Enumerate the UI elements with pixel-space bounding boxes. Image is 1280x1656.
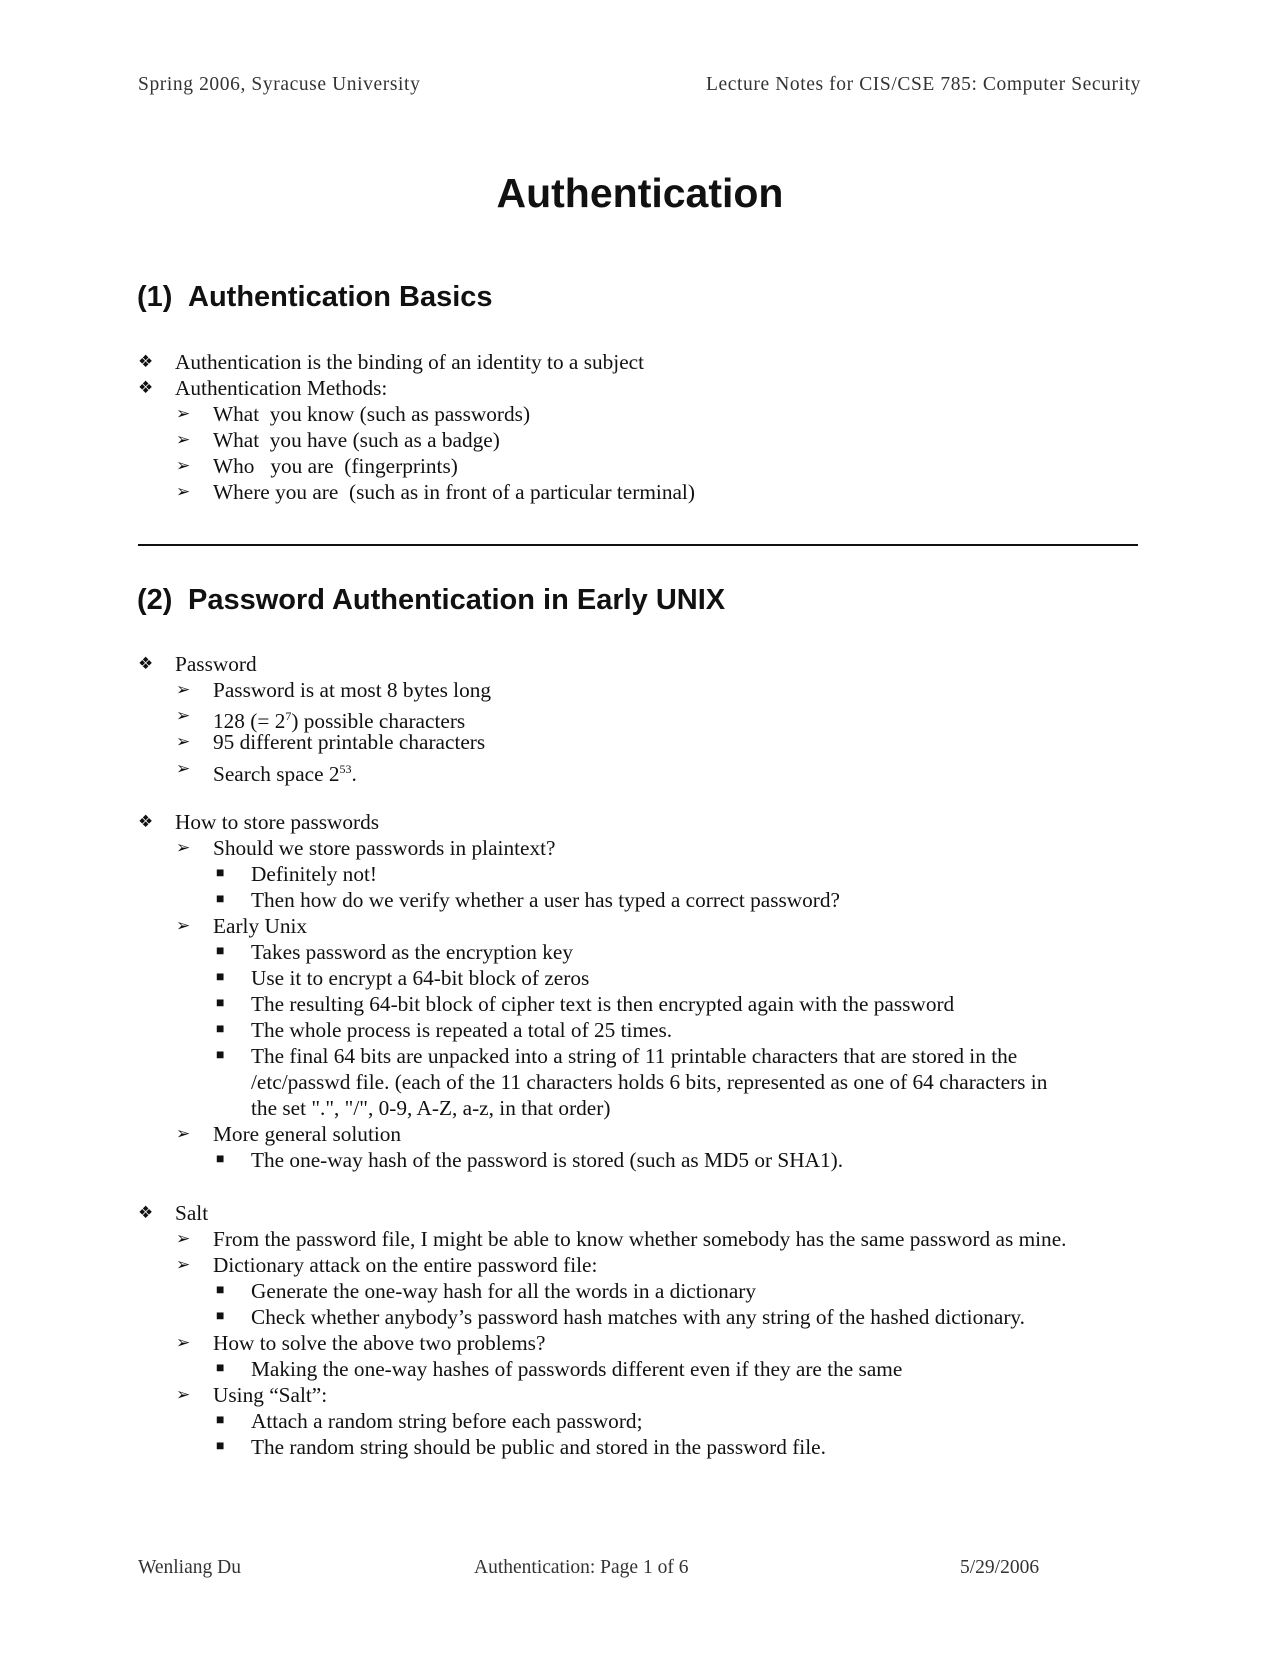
arrowhead-bullet-icon: ➢ xyxy=(176,680,191,700)
arrowhead-bullet-icon: ➢ xyxy=(176,1255,191,1275)
diamond-bullet-icon: ❖ xyxy=(138,812,154,832)
arrowhead-bullet-icon: ➢ xyxy=(176,838,191,858)
arrowhead-bullet-icon: ➢ xyxy=(176,1385,191,1405)
section-title: Authentication Basics xyxy=(188,281,493,313)
diamond-bullet-icon: ❖ xyxy=(138,654,154,674)
arrowhead-bullet-icon: ➢ xyxy=(176,1229,191,1249)
section-number: (2) xyxy=(137,584,173,616)
arrowhead-bullet-icon: ➢ xyxy=(176,759,191,779)
section-heading-early-unix xyxy=(137,584,725,617)
footer-author: Wenliang Du xyxy=(138,1557,241,1578)
square-bullet-icon: ■ xyxy=(216,970,225,985)
square-bullet-icon: ■ xyxy=(216,1413,225,1428)
square-bullet-icon: ■ xyxy=(216,996,225,1011)
footer-page-number: Authentication: Page 1 of 6 xyxy=(474,1557,689,1578)
page-header xyxy=(138,74,1141,100)
square-bullet-icon: ■ xyxy=(216,1283,225,1298)
square-bullet-icon: ■ xyxy=(216,892,225,907)
header-course-term: Spring 2006, Syracuse University xyxy=(138,74,421,95)
square-bullet-icon: ■ xyxy=(216,1309,225,1324)
section-divider xyxy=(138,544,1138,546)
square-bullet-icon: ■ xyxy=(216,1439,225,1454)
section-heading-basics xyxy=(137,281,493,314)
diamond-bullet-icon: ❖ xyxy=(138,378,154,398)
arrowhead-bullet-icon: ➢ xyxy=(176,456,191,476)
footer-date: 5/29/2006 xyxy=(960,1557,1040,1578)
section-title: Password Authentication in Early UNIX xyxy=(188,584,726,616)
list-item-continuation: /etc/passwd file. (each of the 11 characters holds 6 bits, represented as one of 64 characters in xyxy=(251,1070,1048,1094)
square-bullet-icon: ■ xyxy=(216,1048,225,1063)
exponent: 7 xyxy=(285,709,292,723)
arrowhead-bullet-icon: ➢ xyxy=(176,732,191,752)
arrowhead-bullet-icon: ➢ xyxy=(176,482,191,502)
arrowhead-bullet-icon: ➢ xyxy=(176,916,191,936)
square-bullet-icon: ■ xyxy=(216,1022,225,1037)
header-course-title: Lecture Notes for CIS/CSE 785: Computer Security xyxy=(706,74,1141,95)
square-bullet-icon: ■ xyxy=(216,1361,225,1376)
arrowhead-bullet-icon: ➢ xyxy=(176,706,191,726)
square-bullet-icon: ■ xyxy=(216,944,225,959)
arrowhead-bullet-icon: ➢ xyxy=(176,1124,191,1144)
diamond-bullet-icon: ❖ xyxy=(138,1203,154,1223)
arrowhead-bullet-icon: ➢ xyxy=(176,1333,191,1353)
square-bullet-icon: ■ xyxy=(216,1152,225,1167)
square-bullet-icon: ■ xyxy=(216,866,225,881)
arrowhead-bullet-icon: ➢ xyxy=(176,404,191,424)
section-number: (1) xyxy=(137,281,173,313)
exponent: 53 xyxy=(339,762,352,776)
list-item-continuation: the set ".", "/", 0-9, A-Z, a-z, in that order) xyxy=(251,1096,611,1120)
diamond-bullet-icon: ❖ xyxy=(138,352,154,372)
arrowhead-bullet-icon: ➢ xyxy=(176,430,191,450)
page-title: Authentication xyxy=(496,170,784,216)
